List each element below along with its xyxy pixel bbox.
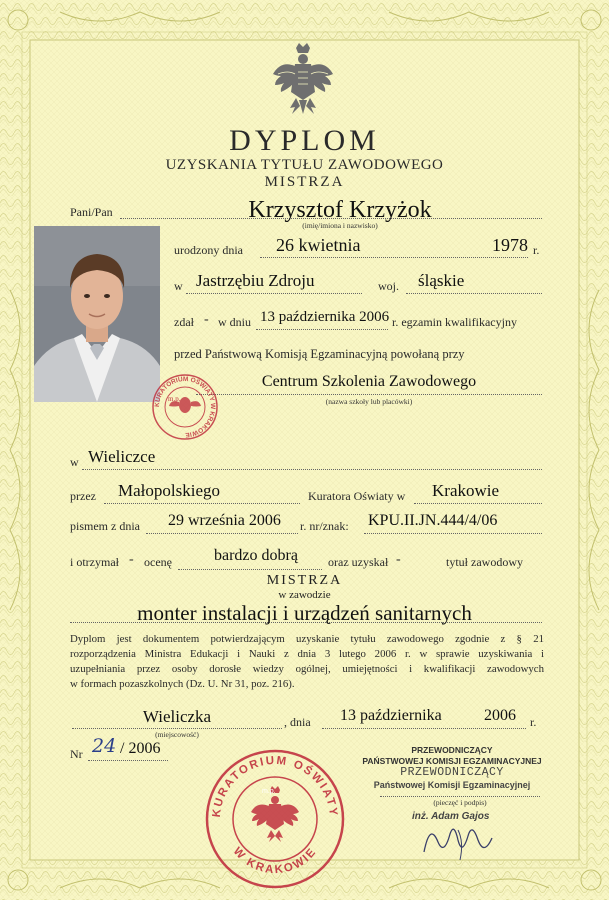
- place-hint: (miejscowość): [155, 730, 199, 739]
- main-stamp-city-text: W KRAKOWIE: [230, 845, 320, 877]
- signatory-stamp-line-1: PRZEWODNICZĄCY: [400, 766, 504, 779]
- label-zdal: zdał: [174, 315, 194, 329]
- otrzymal-mark: -: [129, 552, 134, 567]
- label-przed: przed Państwową Komisją Egzaminacyjną powołaną przy: [174, 347, 465, 361]
- dotted-line: [380, 796, 540, 797]
- label-pismem: pismem z dnia: [70, 519, 140, 533]
- dotted-line: [196, 394, 542, 395]
- label-pani-pan: Pani/Pan: [70, 205, 113, 219]
- birth-year: 1978: [492, 235, 528, 255]
- signatory-title-1: PRZEWODNICZĄCY: [411, 745, 493, 755]
- issue-date: 13 października: [340, 707, 442, 724]
- dotted-line: [186, 293, 362, 294]
- dotted-line: [82, 469, 542, 470]
- label-otrzymal: i otrzymał: [70, 555, 119, 569]
- curator-region: Małopolskiego: [118, 481, 220, 500]
- label-nr: Nr: [70, 747, 83, 761]
- legal-text: [70, 632, 544, 692]
- zdal-mark: -: [204, 312, 209, 327]
- small-stamp-seal-label: m.p.: [168, 395, 181, 403]
- signatory-title-2: PAŃSTWOWEJ KOMISJI EGZAMINACYJNEJ: [362, 756, 542, 766]
- title-awarded: MISTRZA: [266, 573, 343, 588]
- label-egzamin: r. egzamin kwalifikacyjny: [392, 315, 517, 329]
- small-stamp-ring-text: KURATORIUM OŚWIATY W KRAKOWIE: [153, 375, 217, 439]
- exam-date: 13 października 2006: [260, 309, 390, 325]
- signatory-name: inż. Adam Gajos: [412, 811, 490, 822]
- issue-place: Wieliczka: [142, 707, 212, 726]
- dotted-line: [72, 728, 282, 729]
- label-w-city: w: [70, 455, 79, 469]
- label-przez: przez: [70, 489, 96, 503]
- dotted-line: [322, 728, 526, 729]
- birth-date: 26 kwietnia: [276, 235, 361, 255]
- letter-reference: KPU.II.JN.444/4/06: [368, 512, 498, 529]
- document-title: DYPLOM: [229, 124, 380, 157]
- document-subtitle-title: MISTRZA: [264, 174, 345, 190]
- label-woj: woj.: [378, 279, 399, 293]
- exam-grade: bardzo dobrą: [214, 547, 298, 564]
- document-number-year: / 2006: [120, 740, 161, 757]
- document-subtitle: UZYSKANIA TYTUŁU ZAWODOWEGO: [165, 157, 444, 173]
- school-hint: (nazwa szkoły lub placówki): [325, 397, 413, 406]
- dotted-line: [88, 760, 168, 761]
- dotted-line: [364, 533, 542, 534]
- issue-year: 2006: [484, 707, 516, 724]
- label-dnia: , dnia: [284, 715, 311, 729]
- dotted-line: [104, 503, 300, 504]
- main-stamp-seal-label: m.p.: [262, 788, 276, 795]
- profession: monter instalacji i urządzeń sanitarnych: [137, 601, 472, 625]
- dotted-line: [406, 293, 542, 294]
- label-w: w: [174, 279, 183, 293]
- recipient-name: Krzysztof Krzyżok: [248, 197, 432, 223]
- dotted-line: [146, 533, 298, 534]
- label-r-issue: r.: [530, 715, 537, 729]
- label-oraz-uzyskal: oraz uzyskał: [328, 555, 389, 569]
- dotted-line: [178, 569, 322, 570]
- label-r: r.: [533, 243, 540, 257]
- letter-date: 29 września 2006: [168, 512, 281, 529]
- label-tytul-zawodowy: tytuł zawodowy: [446, 555, 523, 569]
- main-round-stamp-icon: [200, 744, 350, 894]
- dotted-line: [414, 503, 542, 504]
- signature-hint: (pieczęć i podpis): [433, 798, 487, 807]
- label-kuratora: Kuratora Oświaty w: [308, 489, 406, 503]
- small-round-stamp-icon: [150, 372, 220, 442]
- dotted-line: [260, 257, 528, 258]
- label-w-dniu: w dniu: [218, 315, 251, 329]
- curator-city: Krakowie: [432, 481, 500, 500]
- legal-text-line: uzupełniania przez osoby dorosłe wiedzy ogólnej, umiejętności i kwalifikacji zawodowych: [70, 663, 544, 675]
- document-number: 24: [92, 735, 117, 757]
- legal-text-line: w formach pozaszkolnych (Dz. U. Nr 31, poz. 216).: [70, 678, 295, 690]
- birth-place: Jastrzębiu Zdroju: [196, 271, 315, 290]
- voivodeship: śląskie: [418, 271, 465, 290]
- label-urodzony-dnia: urodzony dnia: [174, 243, 243, 257]
- recipient-photo: [34, 226, 160, 402]
- uzyskal-mark: -: [396, 552, 401, 567]
- exam-city: Wieliczce: [88, 447, 156, 466]
- name-hint: (imię/imiona i nazwisko): [302, 221, 378, 230]
- eagle-emblem-icon: [270, 42, 336, 116]
- label-ocene: ocenę: [144, 555, 172, 569]
- exam-institution: Centrum Szkolenia Zawodowego: [261, 373, 477, 390]
- dotted-line: [256, 329, 388, 330]
- label-w-zawodzie: w zawodzie: [278, 589, 331, 601]
- label-nr-znak: r. nr/znak:: [300, 519, 349, 533]
- legal-text-line: rozporządzenia Ministra Edukacji i Nauki z dnia 3 lutego 2006 r. w sprawie uzyskiwania i: [70, 648, 544, 660]
- handwritten-signature-icon: [418, 812, 518, 868]
- signatory-stamp-line-2: Państwowej Komisji Egzaminacyjnej: [373, 780, 531, 790]
- legal-text-line: Dyplom jest dokumentem potwierdzającym uzyskanie tytułu zawodowego zgodnie z § 21: [70, 633, 544, 645]
- main-stamp-ring-text: KURATORIUM OŚWIATY: [210, 754, 340, 818]
